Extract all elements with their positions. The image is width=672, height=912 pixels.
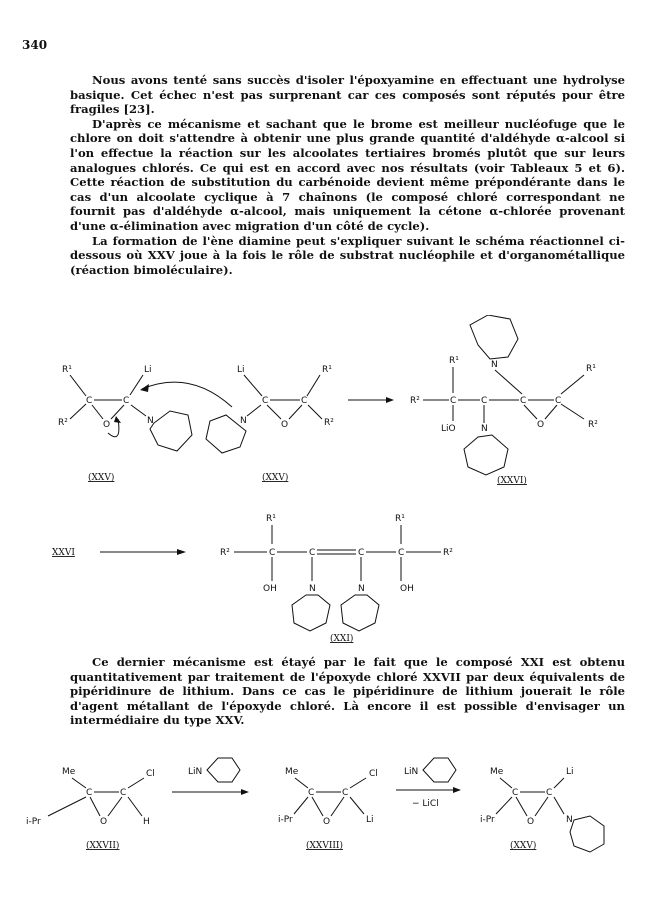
atom-label: C [120,788,127,798]
paragraph: D'après ce mécanisme et sachant que le brome est meilleur nucléofuge que le chlore on doit s'attendre à obtenir une plus grande quantité d'aldéhyde α-alcool si l'on effectue la réaction sur les alcoolates tertiaires bromés plutôt que sur leurs analogues chlorés. Ce qui est en accord avec nos résultats (voir Tableaux 5 et 6). Cette réaction de substitution du carbénoide devient même prépondérante dans le cas d'un alcoolate cyclique à 7 chaînons (le composé chloré correspondant ne fournit pas d'aldéhyde α-alcool, mais uniquement la cétone α-chlorée provenant d'une α-élimination avec migration d'un côté de cycle). [70,116,625,233]
atom-label: Me [62,767,76,777]
atom-label: C [262,396,269,406]
atom-label: C [520,396,527,406]
atom-label: N [147,416,154,426]
atom-label: C [123,396,130,406]
atom-label: N [481,424,488,434]
atom-label: C [512,788,519,798]
atom-label: R² [588,420,598,430]
atom-label: R¹ [322,365,332,375]
molecule-xxviii [278,767,378,851]
atom-label: R² [443,548,453,558]
molecule-xxv-middle [206,365,334,483]
atom-label: Me [285,767,299,777]
atom-label: C [86,396,93,406]
atom-label: C [481,396,488,406]
atom-label: i-Pr [278,815,293,825]
reagent-2 [396,758,461,809]
arrowhead [140,384,149,392]
atom-label: N [566,815,573,825]
atom-label: i-Pr [26,817,41,827]
atom-label: O [100,817,108,827]
atom-label: C [546,788,553,798]
atom-label: R² [220,548,230,558]
atom-label: H [143,817,150,827]
start-compound: XXVI [52,548,75,558]
body-text-bottom [70,655,625,728]
atom-label: LiN [188,767,203,777]
atom-label: O [323,817,331,827]
atom-label: N [358,584,365,594]
atom-label: O [281,420,289,430]
atom-label: C [301,396,308,406]
page-number: 340 [22,38,48,52]
paragraph: Ce dernier mécanisme est étayé par le fait que le composé XXI est obtenu quantitativement par traitement de l'époxyde chloré XXVII par deux équivalents de pipéridinure de lithium. Dans ce cas le pipéridinure de lithium jouerait le rôle d'agent métallant de l'époxyde chloré. Là encore il est possible d'envisager un intermédiaire du type XXV. [70,655,625,728]
compound-label: (XXVIII) [306,841,344,851]
molecule-xxv-left [58,365,192,483]
curved-arrow [142,382,232,407]
atom-label: R¹ [395,514,405,524]
atom-label: N [240,416,247,426]
atom-label: Li [237,365,245,375]
atom-label: C [398,548,405,558]
atom-label: OH [263,584,277,594]
atom-label: C [86,788,93,798]
atom-label: C [342,788,349,798]
atom-label: R¹ [62,365,72,375]
atom-label: N [491,360,498,370]
atom-label: Cl [146,769,155,779]
atom-label: LiO [441,424,456,434]
reaction-scheme-1 [0,315,672,495]
compound-label: (XXV) [262,473,289,483]
atom-label: Li [566,767,574,777]
molecule-xxvii [26,767,155,851]
atom-label: OH [400,584,414,594]
compound-label: (XXVII) [86,841,120,851]
atom-label: LiN [404,767,419,777]
paragraph: La formation de l'ène diamine peut s'expliquer suivant le schéma réactionnel ci-dessous où XXV joue à la fois le rôle de substrat nucléophile et d'organométallique (réaction bimoléculaire). [70,233,625,277]
atom-label: i-Pr [480,815,495,825]
atom-label: R² [410,396,420,406]
compound-label: (XXV) [88,473,115,483]
molecule-xxv-final [480,767,604,852]
atom-label: O [527,817,535,827]
atom-label: O [103,420,111,430]
atom-label: R² [324,418,334,428]
atom-label: R¹ [449,356,459,366]
atom-label: C [358,548,365,558]
molecule-xxvi [410,315,598,486]
compound-label: (XXV) [510,841,537,851]
atom-label: C [555,396,562,406]
compound-label: (XXVI) [497,476,527,486]
atom-label: Cl [369,769,378,779]
reagent-1 [172,758,249,795]
atom-label: C [269,548,276,558]
reaction-scheme-2 [0,505,672,645]
atom-label: R¹ [586,364,596,374]
atom-label: N [309,584,316,594]
atom-label: R² [58,418,68,428]
molecule-xxi [220,514,453,644]
reagent-note: − LiCl [412,799,439,809]
atom-label: Li [366,815,374,825]
atom-label: Li [144,365,152,375]
atom-label: C [450,396,457,406]
atom-label: C [309,548,316,558]
atom-label: R¹ [266,514,276,524]
body-text-top [70,73,625,277]
atom-label: Me [490,767,504,777]
atom-label: O [537,420,545,430]
compound-label: (XXI) [330,634,354,644]
atom-label: C [308,788,315,798]
paragraph: Nous avons tenté sans succès d'isoler l'époxyamine en effectuant une hydrolyse basique. Cet échec n'est pas surprenant car ces composés sont réputés pour être fragiles [23]. [70,73,625,117]
reaction-scheme-3 [0,750,672,900]
